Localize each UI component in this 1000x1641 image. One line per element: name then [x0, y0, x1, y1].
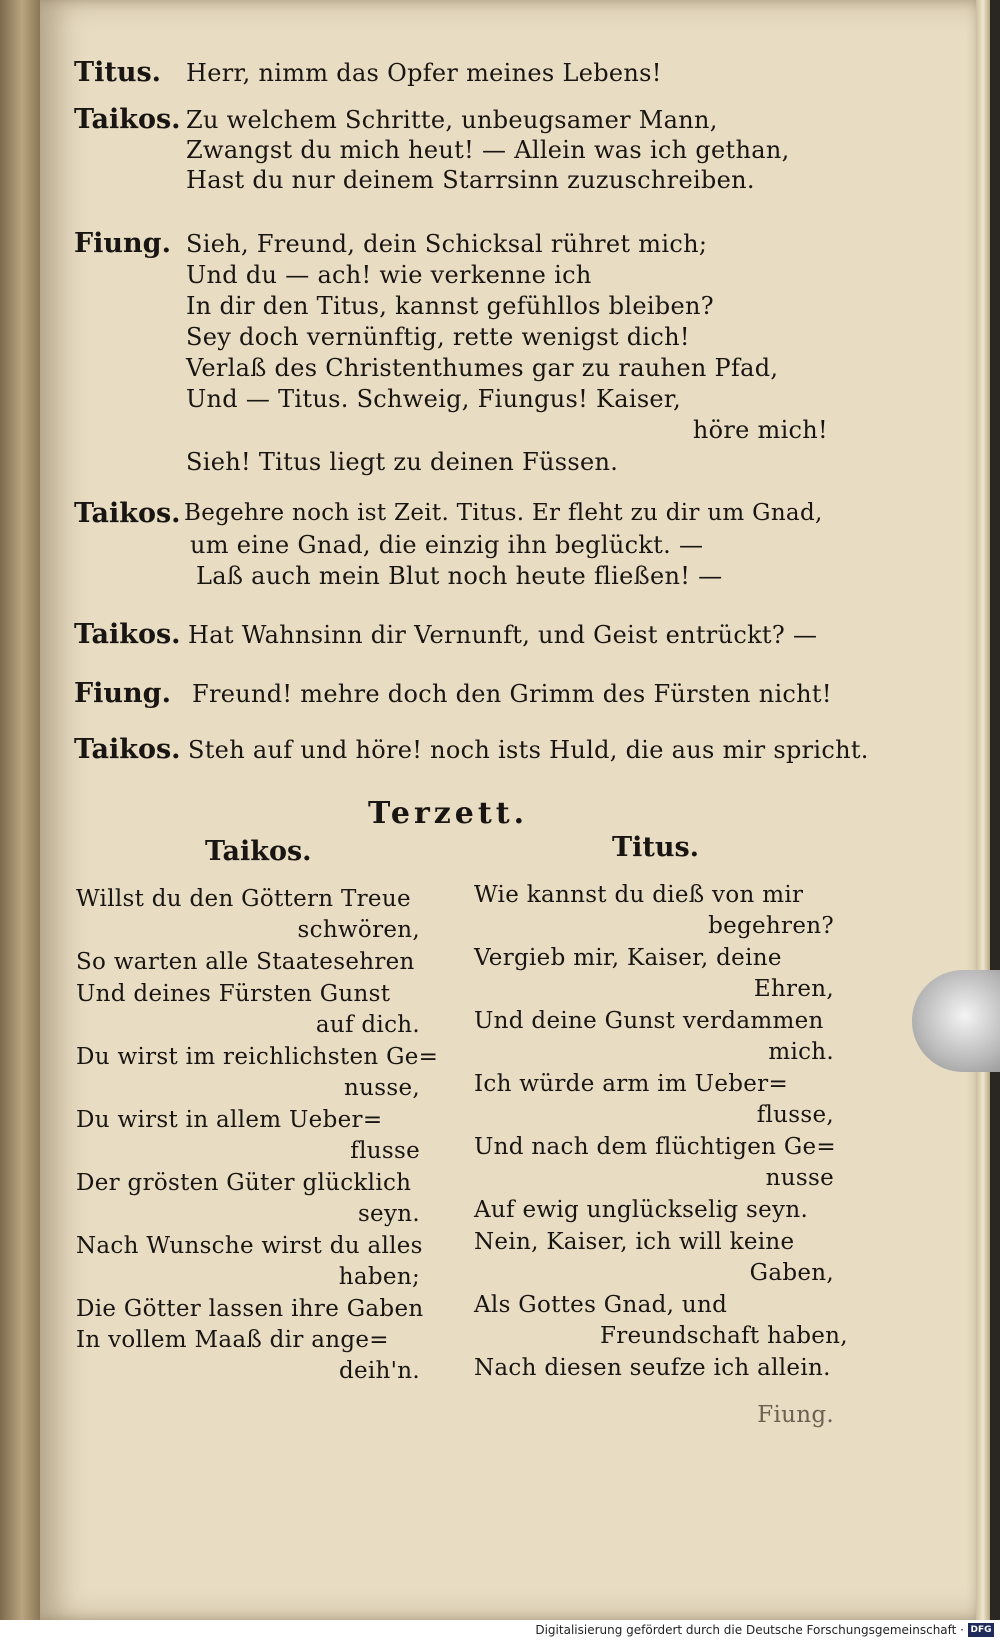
verse-line: Und deine Gunst verdammen: [474, 1008, 824, 1034]
dialogue-line: Sey doch vernünftig, rette wenigst dich!: [186, 323, 690, 351]
verse-line: schwören,: [297, 917, 420, 943]
dialogue-line: höre mich!: [692, 416, 828, 444]
dialogue-line: Und — Titus. Schweig, Fiungus! Kaiser,: [186, 385, 681, 413]
verse-line: flusse: [350, 1138, 420, 1164]
verse-line: deih'n.: [338, 1358, 420, 1384]
dialogue-line: Freund! mehre doch den Grimm des Fürsten nicht!: [192, 680, 832, 708]
verse-line: Und nach dem flüchtigen Ge=: [474, 1134, 837, 1160]
speaker-label: Taikos.: [74, 734, 181, 765]
verse-line: Wie kannst du dieß von mir: [474, 882, 804, 908]
speaker-label: Taikos.: [74, 619, 181, 650]
dialogue-line: Herr, nimm das Opfer meines Lebens!: [186, 59, 662, 87]
verse-line: Auf ewig unglückselig seyn.: [474, 1197, 809, 1223]
verse-line: auf dich.: [315, 1012, 420, 1038]
verse-line: Die Götter lassen ihre Gaben: [76, 1296, 424, 1322]
verse-line: nusse,: [344, 1075, 420, 1101]
speaker-label: Taikos.: [74, 104, 181, 135]
dfg-logo: DFG: [968, 1623, 994, 1637]
verse-line: Und deines Fürsten Gunst: [76, 981, 391, 1007]
speaker-label: Titus.: [74, 57, 162, 88]
verse-line: Ich würde arm im Ueber=: [474, 1071, 789, 1097]
dialogue-line: Verlaß des Christenthumes gar zu rauhen Pfad,: [186, 354, 779, 382]
verse-line: In vollem Maaß dir ange=: [76, 1327, 389, 1353]
verse-line: Nach Wunsche wirst du alles: [76, 1233, 423, 1259]
catchword: Fiung.: [757, 1402, 834, 1428]
verse-line: begehren?: [708, 913, 834, 939]
page-fore-edge: [976, 0, 990, 1620]
verse-line: Du wirst im reichlichsten Ge=: [76, 1044, 439, 1070]
speaker-label: Taikos.: [74, 498, 181, 529]
verse-line: mich.: [768, 1039, 834, 1065]
dialogue-line: Zwangst du mich heut! — Allein was ich gethan,: [186, 136, 790, 164]
dialogue-line: Laß auch mein Blut noch heute fließen! —: [196, 562, 723, 590]
dialogue-line: Sieh! Titus liegt zu deinen Füssen.: [186, 448, 619, 476]
dialogue-line: Begehre noch ist Zeit. Titus. Er fleht zu dir um Gnad,: [184, 500, 823, 526]
dialogue-line: Und du — ach! wie verkenne ich: [186, 261, 592, 289]
verse-line: Gaben,: [749, 1260, 834, 1286]
verse-line: flusse,: [756, 1102, 834, 1128]
dialogue-line: Sieh, Freund, dein Schicksal rühret mich;: [186, 230, 708, 258]
verse-line: Ehren,: [753, 976, 834, 1002]
speaker-label: Fiung.: [74, 228, 171, 259]
verse-line: haben;: [338, 1264, 420, 1290]
footer-bar: [0, 1620, 1000, 1641]
footer-credit: Digitalisierung gefördert durch die Deutsche Forschungsgemeinschaft ·: [535, 1623, 964, 1637]
dialogue-line: um eine Gnad, die einzig ihn beglückt. —: [190, 531, 704, 559]
dialogue-line: Zu welchem Schritte, unbeugsamer Mann,: [186, 106, 718, 134]
verse-line: seyn.: [357, 1201, 420, 1227]
verse-line: Nein, Kaiser, ich will keine: [474, 1229, 795, 1255]
verse-line: Vergieb mir, Kaiser, deine: [474, 945, 782, 971]
adjacent-page-edge: [0, 0, 40, 1620]
verse-line: Als Gottes Gnad, und: [474, 1292, 728, 1318]
verse-line: nusse: [765, 1165, 834, 1191]
dialogue-line: In dir den Titus, kannst gefühllos bleiben?: [186, 292, 714, 320]
dialogue-line: Hast du nur deinem Starrsinn zuzuschreiben.: [186, 166, 755, 194]
verse-line: Willst du den Göttern Treue: [76, 886, 411, 912]
column-heading-right: Titus.: [612, 832, 700, 863]
column-heading-left: Taikos.: [205, 836, 312, 867]
dialogue-line: Hat Wahnsinn dir Vernunft, und Geist entrückt? —: [188, 621, 818, 649]
verse-line: Freundschaft haben,: [600, 1323, 848, 1349]
verse-line: Du wirst in allem Ueber=: [76, 1107, 383, 1133]
dialogue-line: Steh auf und höre! noch ists Huld, die aus mir spricht.: [188, 736, 869, 764]
speaker-label: Fiung.: [74, 678, 171, 709]
verse-line: So warten alle Staatesehren: [76, 949, 415, 975]
verse-line: Nach diesen seufze ich allein.: [474, 1355, 831, 1381]
verse-line: Der grösten Güter glücklich: [76, 1170, 412, 1196]
section-heading: Terzett.: [368, 796, 529, 831]
